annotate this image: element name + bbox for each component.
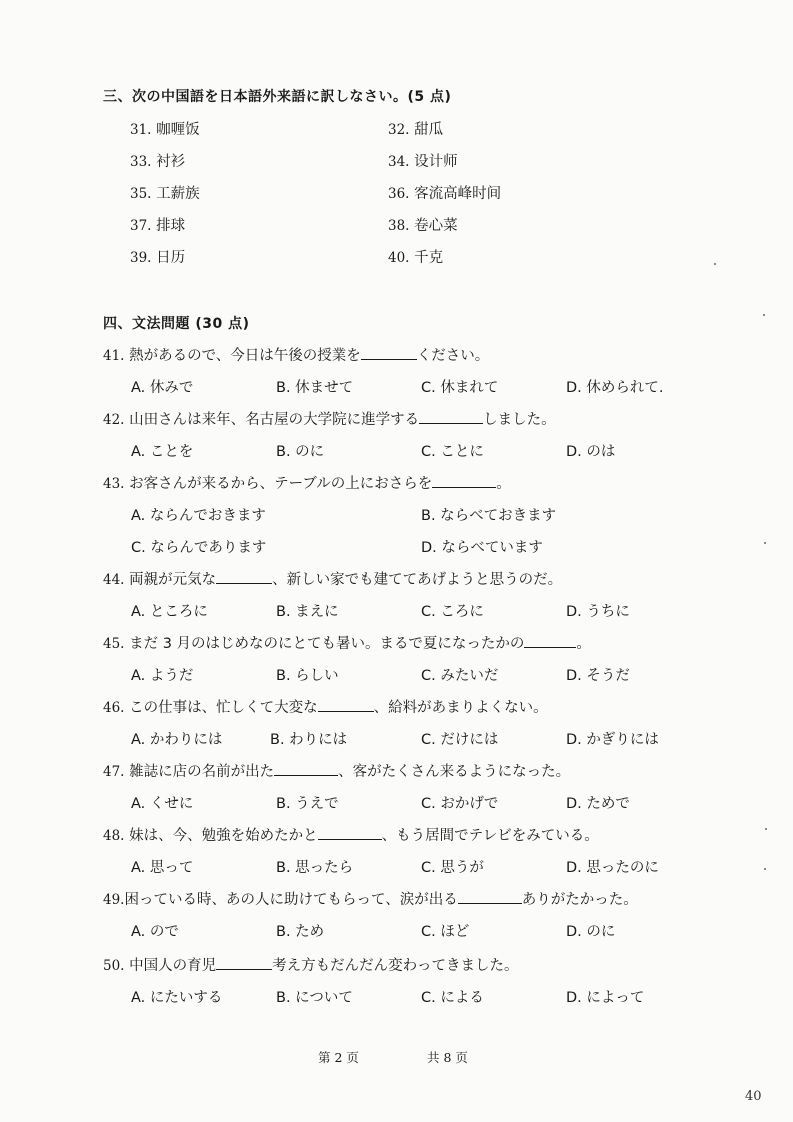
total-pages: 共 8 页 <box>427 1050 468 1065</box>
option-45-a: A. ようだ <box>131 668 194 684</box>
answer-blank <box>216 571 272 584</box>
answer-blank <box>216 957 272 970</box>
answer-blank <box>318 827 382 840</box>
option-48-a: A. 思って <box>131 860 194 876</box>
option-41-a: A. 休みで <box>131 380 194 396</box>
question-49: 49.困っている時、あの人に助けてもらって、涙が出る ありがたかった。 <box>103 892 638 908</box>
answer-blank <box>524 635 576 648</box>
vocab-item-34: 34. 设计师 <box>388 154 458 170</box>
option-46-c: C. だけには <box>421 732 499 748</box>
answer-blank <box>274 763 338 776</box>
vocab-item-32: 32. 甜瓜 <box>388 122 444 138</box>
page-indicator: 第 2 页 <box>318 1050 359 1065</box>
scan-speck <box>764 868 766 870</box>
option-48-d: D. 思ったのに <box>566 860 659 876</box>
question-48: 48. 妹は、今、勉強を始めたかと 、もう居間でテレビをみている。 <box>103 828 599 844</box>
option-44-a: A. ところに <box>131 604 208 620</box>
section-4-title: 四、文法問題 (30 点) <box>103 316 250 332</box>
answer-blank <box>419 411 483 424</box>
question-47: 47. 雑誌に店の名前が出た 、客がたくさん来るようになった。 <box>103 764 571 780</box>
vocab-item-33: 33. 衬衫 <box>130 154 186 170</box>
question-50: 50. 中国人の育児 考え方もだんだん変わってきました。 <box>103 958 519 974</box>
option-44-d: D. うちに <box>566 604 630 620</box>
option-45-b: B. らしい <box>276 668 339 684</box>
question-42: 42. 山田さんは来年、名古屋の大学院に進学する しました。 <box>103 412 556 428</box>
question-41: 41. 熱があるので、今日は午後の授業を ください。 <box>103 348 490 364</box>
option-43-c: C. ならんであります <box>131 540 267 556</box>
option-46-b: B. わりには <box>270 732 348 748</box>
option-49-b: B. ため <box>276 924 325 940</box>
option-48-b: B. 思ったら <box>276 860 354 876</box>
option-44-b: B. まえに <box>276 604 339 620</box>
option-45-d: D. そうだ <box>566 668 630 684</box>
option-47-a: A. くせに <box>131 796 194 812</box>
option-49-c: C. ほど <box>421 924 470 940</box>
option-46-a: A. かわりには <box>131 732 223 748</box>
vocab-item-38: 38. 卷心菜 <box>388 218 458 234</box>
option-45-c: C. みたいだ <box>421 668 499 684</box>
option-50-a: A. にたいする <box>131 990 223 1006</box>
vocab-item-31: 31. 咖喱饭 <box>130 122 200 138</box>
scan-speck <box>764 542 766 544</box>
option-42-b: B. のに <box>276 444 325 460</box>
scan-speck <box>714 263 716 265</box>
option-48-c: C. 思うが <box>421 860 484 876</box>
question-43: 43. お客さんが来るから、テーブルの上におさらを 。 <box>103 476 511 492</box>
vocab-item-37: 37. 排球 <box>130 218 186 234</box>
option-41-d: D. 休められて. <box>566 380 664 396</box>
vocab-item-40: 40. 千克 <box>388 250 444 266</box>
scan-speck <box>763 314 765 316</box>
option-47-c: C. おかげで <box>421 796 499 812</box>
option-43-b: B. ならべておきます <box>421 508 557 524</box>
option-50-b: B. について <box>276 990 353 1006</box>
vocab-item-35: 35. 工薪族 <box>130 186 200 202</box>
option-49-d: D. のに <box>566 924 616 940</box>
option-50-d: D. によって <box>566 990 645 1006</box>
option-46-d: D. かぎりには <box>566 732 659 748</box>
option-44-c: C. ころに <box>421 604 484 620</box>
vocab-item-39: 39. 日历 <box>130 250 186 266</box>
answer-blank <box>458 891 522 904</box>
option-43-d: D. ならべています <box>421 540 543 556</box>
answer-blank <box>361 347 417 360</box>
option-43-a: A. ならんでおきます <box>131 508 266 524</box>
answer-blank <box>318 699 374 712</box>
answer-blank <box>432 475 496 488</box>
option-41-c: C. 休まれて <box>421 380 499 396</box>
option-47-b: B. うえで <box>276 796 339 812</box>
scan-speck <box>765 828 767 830</box>
option-50-c: C. による <box>421 990 484 1006</box>
option-42-a: A. ことを <box>131 444 194 460</box>
section-3-title: 三、次の中国語を日本語外来語に訳しなさい。(5 点) <box>103 89 452 105</box>
option-42-c: C. ことに <box>421 444 484 460</box>
page-number: 40 <box>745 1089 762 1104</box>
option-41-b: B. 休ませて <box>276 380 354 396</box>
question-45: 45. まだ 3 月のはじめなのにとても暑い。まるで夏になったかの 。 <box>103 636 591 652</box>
vocab-item-36: 36. 客流高峰时间 <box>388 186 502 202</box>
option-49-a: A. ので <box>131 924 179 940</box>
option-42-d: D. のは <box>566 444 616 460</box>
question-44: 44. 両親が元気な 、新しい家でも建ててあげようと思うのだ。 <box>103 572 563 588</box>
option-47-d: D. ためで <box>566 796 630 812</box>
question-46: 46. この仕事は、忙しくて大変な 、給料があまりよくない。 <box>103 700 548 716</box>
